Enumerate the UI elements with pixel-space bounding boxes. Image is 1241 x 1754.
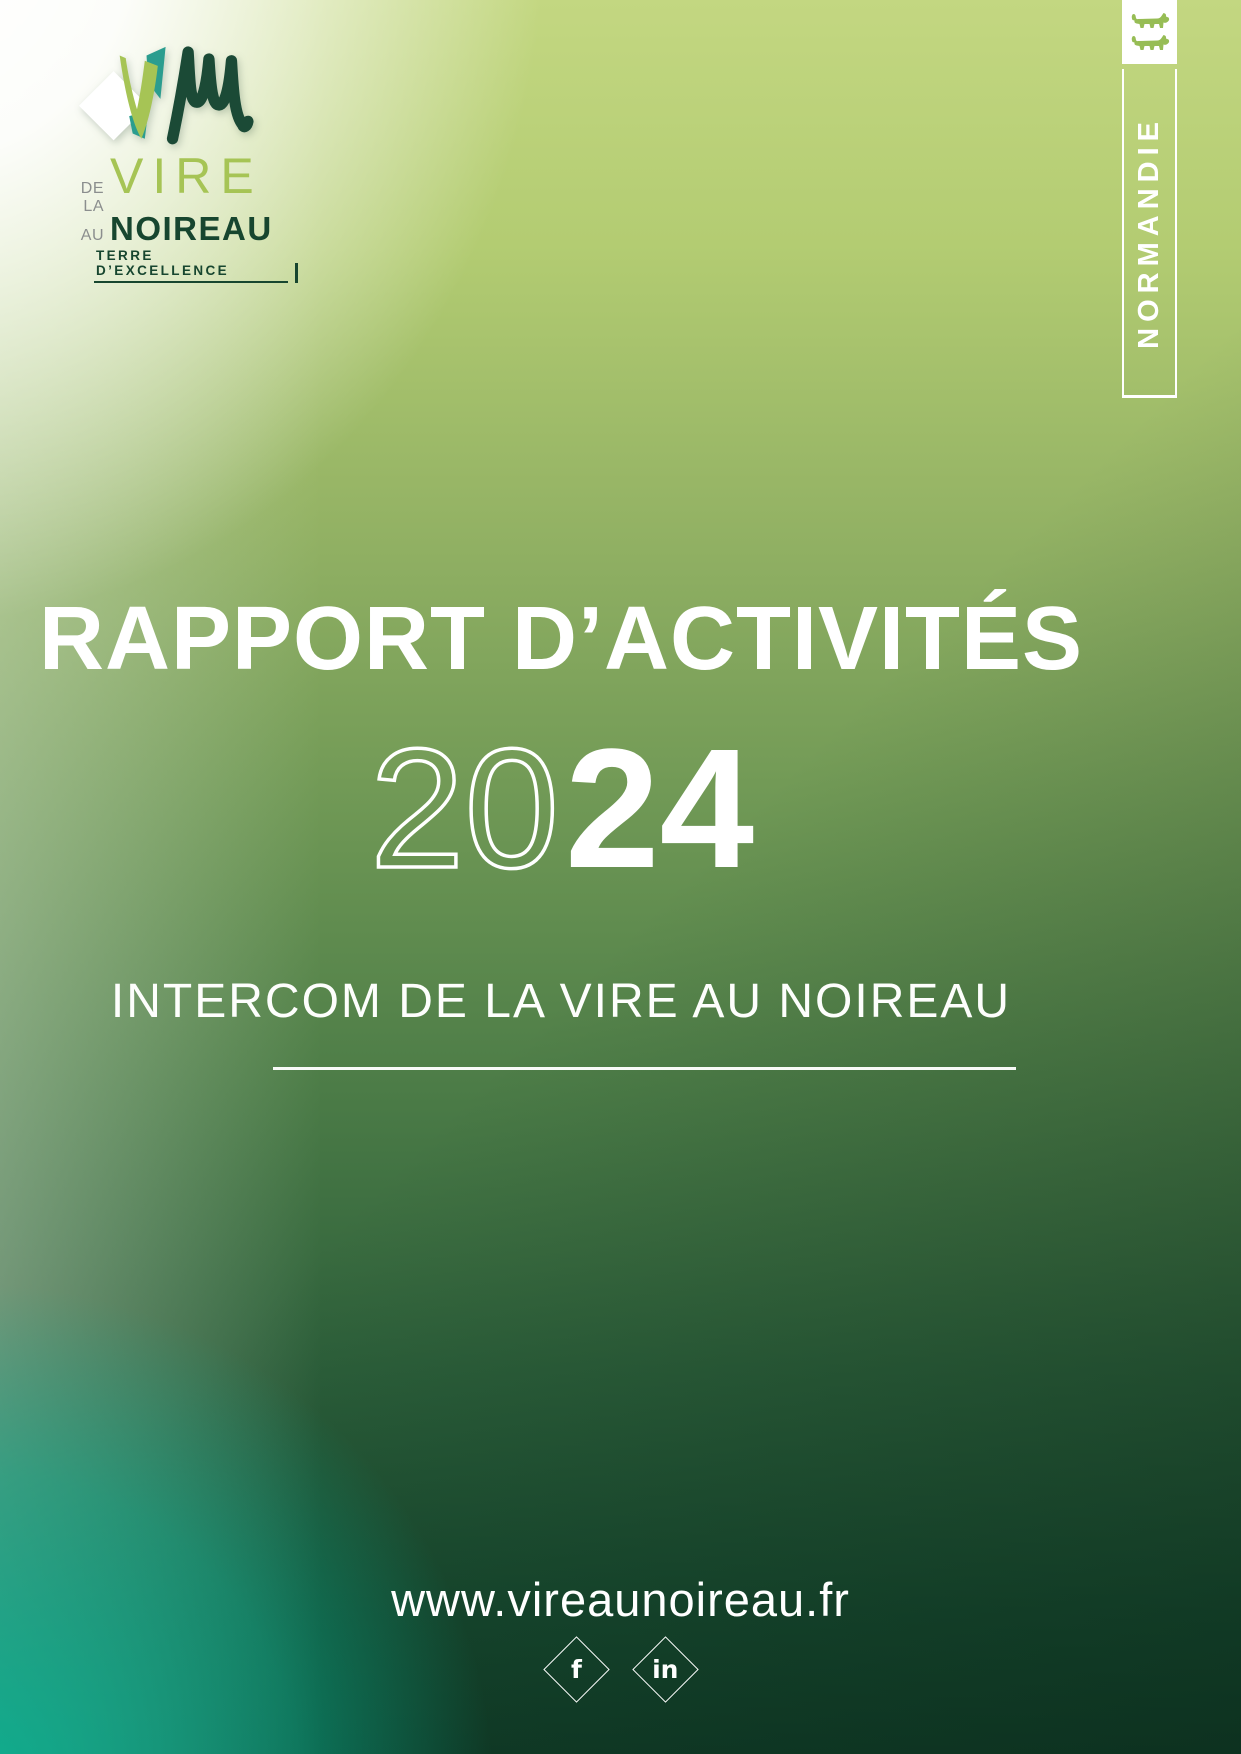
logo-name-noireau: NOIREAU	[110, 210, 273, 247]
linkedin-glyph: in	[651, 1655, 679, 1684]
vn-monogram-icon	[72, 26, 254, 163]
logo-prefix-au: AU	[80, 227, 104, 244]
normandie-banner	[1122, 0, 1177, 398]
facebook-glyph: f	[570, 1654, 582, 1684]
year-solid-digits: 24	[565, 730, 755, 880]
year-outline-digits: 20	[369, 730, 559, 880]
normandie-label: NORMANDIE	[1133, 115, 1165, 349]
vire-au-noireau-logo	[58, 26, 298, 283]
normandy-lions-icon	[1122, 0, 1177, 64]
organization-subtitle: INTERCOM DE LA VIRE AU NOIREAU	[110, 975, 1012, 1028]
website-link[interactable]: www.vireaunoireau.fr	[391, 1573, 850, 1626]
logo-tagline: TERRE D’EXCELLENCE	[94, 248, 288, 283]
facebook-icon[interactable]	[543, 1636, 609, 1702]
subtitle-underline-rule	[273, 1067, 1016, 1070]
logo-prefix-de-la: DE LA	[80, 180, 104, 215]
logo-name-vire: VIRE	[110, 148, 263, 204]
tagline-tick-divider	[295, 263, 298, 283]
report-year	[0, 730, 1122, 885]
linkedin-icon[interactable]	[632, 1636, 698, 1702]
normandie-ribbon	[1122, 69, 1177, 398]
social-links	[0, 1646, 1241, 1693]
report-title: RAPPORT D’ACTIVITÉS	[38, 589, 1084, 689]
